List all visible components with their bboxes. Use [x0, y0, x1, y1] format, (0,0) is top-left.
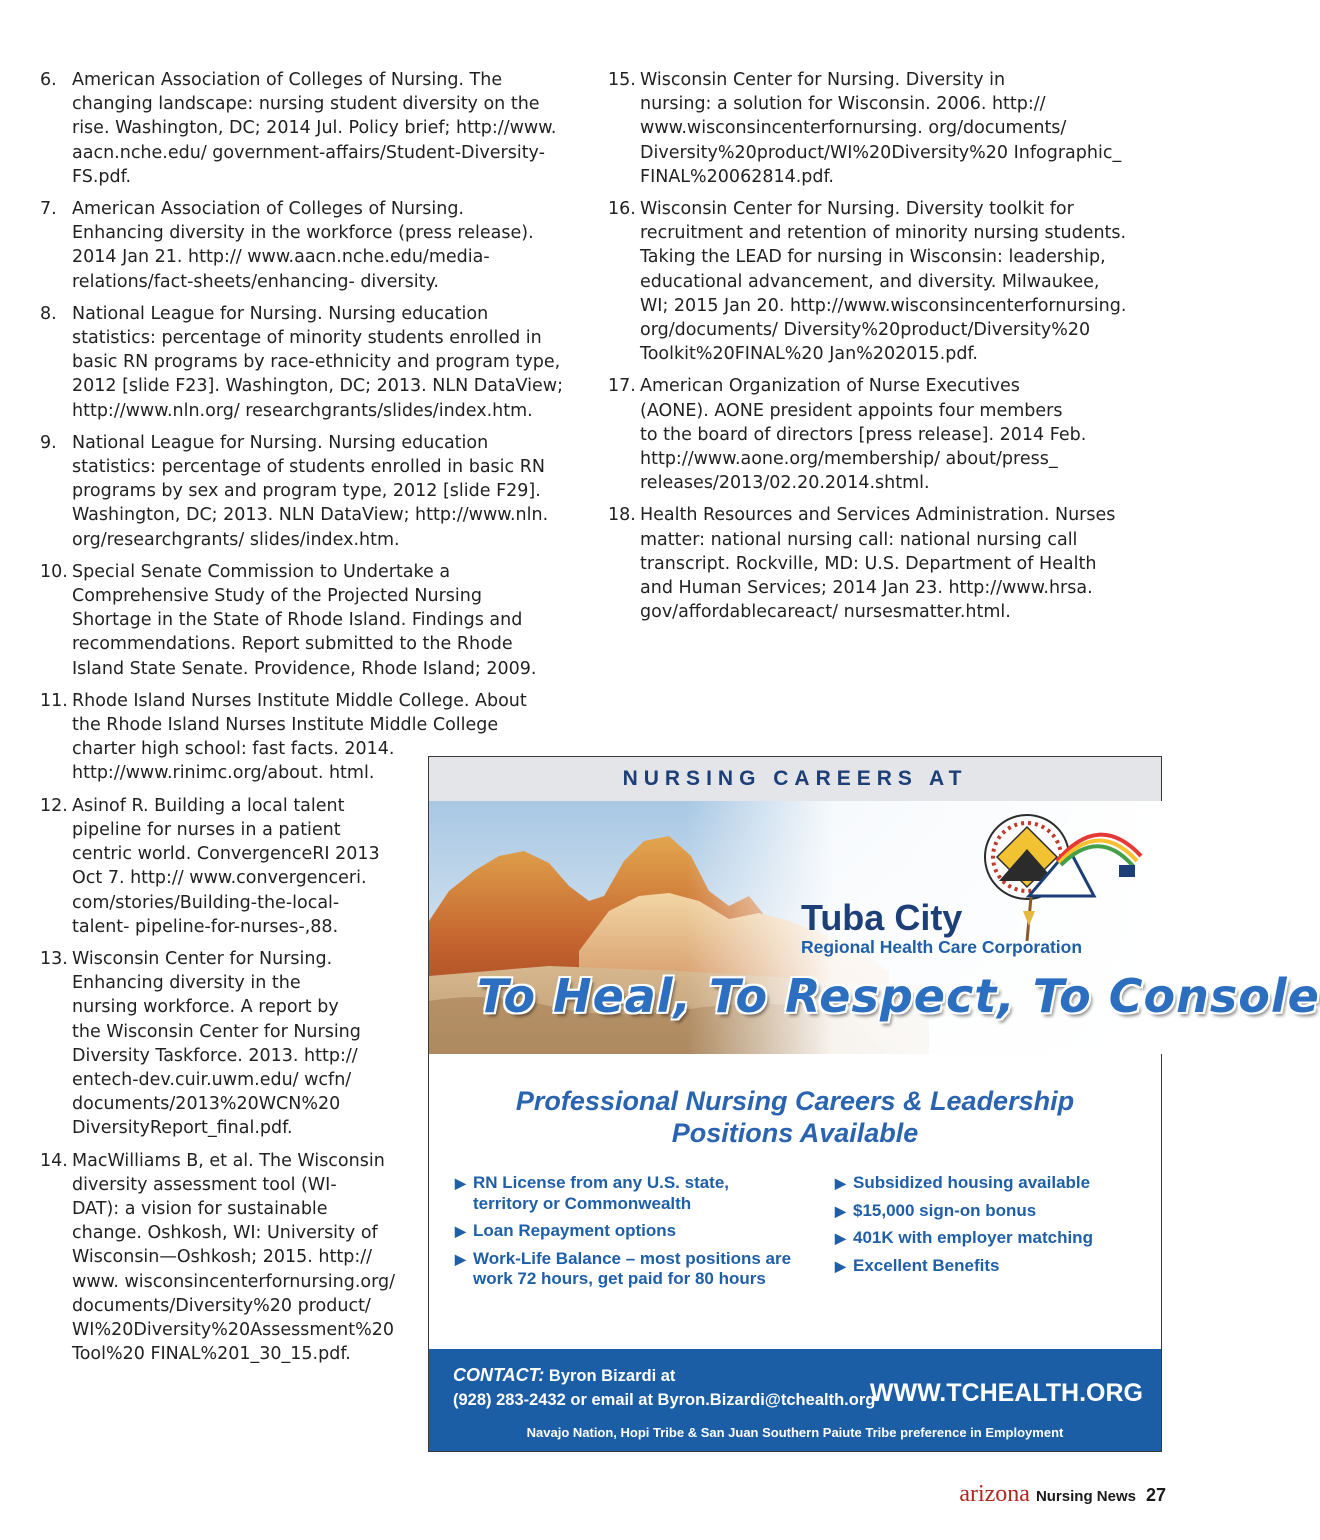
benefit-item — [455, 1249, 835, 1290]
reference-item — [40, 431, 600, 552]
ad-tagline: To Heal, To Respect, To Console — [477, 969, 1320, 1023]
publication-name: arizona — [959, 1481, 1030, 1507]
reference-number: 7. — [40, 199, 57, 220]
reference-number: 15. — [608, 70, 636, 90]
contact-label: CONTACT: — [453, 1365, 545, 1385]
bullet-arrow-icon: ▶ — [455, 1223, 466, 1239]
bullet-arrow-icon: ▶ — [835, 1175, 846, 1191]
reference-text: MacWilliams B, et al. The Wisconsin diversity assessment tool (WI- DAT): a vision for sustainable change. Oshkosh, WI: University of Wisconsin—Oshkosh; 2015. http:// www. wisconsincenterfornursing.org/ documents/Diversity%20 product/ WI%20Diversity%20Assessment%20 Tool%20 FINAL%201_30_15.pdf. — [72, 1150, 396, 1365]
benefit-item — [835, 1173, 1155, 1194]
contact-info — [453, 1363, 875, 1412]
reference-number: 17. — [608, 376, 636, 397]
org-subtitle: Regional Health Care Corporation — [801, 937, 1083, 957]
reference-number: 18. — [608, 505, 636, 526]
reference-number: 13. — [40, 948, 68, 969]
ad-headline — [429, 1085, 1161, 1149]
benefit-item — [455, 1221, 835, 1242]
reference-text: National League for Nursing. Nursing education statistics: percentage of students enrolled in basic RN programs by sex and program type, 2012 [slide F29]. Washington, DC; 2013. NLN DataView; http://www.nln. org/researchgrants/ slides/index.htm. — [72, 432, 549, 550]
reference-text: Health Resources and Services Administration. Nurses matter: national nursing call: national nursing call transcript. Rockville, MD: U.S. Department of Health and Human Services; 2014 Jan 23. http://www.hrsa. gov/affordablecareact/ nursesmatter.html. — [640, 505, 1116, 623]
employment-preference: Navajo Nation, Hopi Tribe & San Juan Southern Paiute Tribe preference in Employment — [526, 1425, 1064, 1440]
benefits-list-right — [835, 1173, 1155, 1283]
references-right-column — [608, 68, 1168, 632]
ad-header-bar — [429, 757, 1161, 801]
reference-number: 6. — [40, 70, 57, 90]
benefit-text: 401K with employer matching — [853, 1228, 1093, 1247]
reference-number: 16. — [608, 199, 636, 220]
ad-header: NURSING CAREERS AT — [622, 767, 968, 790]
reference-item — [40, 302, 600, 423]
reference-text: Wisconsin Center for Nursing. Diversity toolkit for recruitment and retention of minority nursing students. Taking the LEAD for nursing in Wisconsin: leadership, educational advancement, and diversity. Milwaukee, WI; 2015 Jan 20. http://www.wisconsincenterfornursing. org/documents/ Diversity%20product/Diversity%20 Toolkit%20FINAL%20 Jan%202015.pdf. — [640, 199, 1127, 365]
ad-photo-banner — [429, 801, 1320, 1054]
contact-phone-email[interactable]: (928) 283-2432 or email at Byron.Bizardi@tchealth.org — [453, 1391, 876, 1409]
bullet-arrow-icon: ▶ — [455, 1250, 466, 1267]
tuba-city-advertisement — [428, 756, 1320, 1452]
bullet-arrow-icon: ▶ — [835, 1230, 846, 1246]
reference-text: Special Senate Commission to Undertake a Comprehensive Study of the Projected Nursing Shortage in the State of Rhode Island. Findings and recommendations. Report submitted to the Rhode Island State Senate. Providence, Rhode Island; 2009. — [72, 561, 537, 679]
reference-item — [40, 197, 600, 294]
benefit-text: RN License from any U.S. state, territory or Commonwealth — [473, 1173, 730, 1213]
bullet-arrow-icon: ▶ — [455, 1175, 466, 1191]
reference-text: Rhode Island Nurses Institute Middle College. About the Rhode Island Nurses Institute Middle College charter high school: fast facts. 2014. http://www.rinimc.org/about. html. — [72, 690, 527, 784]
benefit-item — [835, 1228, 1155, 1249]
bullet-arrow-icon: ▶ — [835, 1257, 846, 1274]
reference-text: American Association of Colleges of Nursing. Enhancing diversity in the workforce (press release). 2014 Jan 21. http:// www.aacn.nche.edu/media- relations/fact-sheets/enhancing- diversity. — [72, 199, 534, 292]
benefit-item — [835, 1256, 1155, 1277]
ad-headline-line-1: Professional Nursing Careers & Leadership — [515, 1086, 1075, 1116]
ad-headline-line-2: Positions Available — [671, 1118, 919, 1148]
benefit-text: Work-Life Balance – most positions are work 72 hours, get paid for 80 hours — [473, 1248, 792, 1288]
ad-contact-bar — [429, 1349, 1161, 1451]
benefits-list-left — [455, 1173, 835, 1297]
reference-number: 11. — [40, 690, 68, 711]
reference-number: 9. — [40, 432, 57, 453]
reference-text: American Association of Colleges of Nursing. The changing landscape: nursing student diversity on the rise. Washington, DC; 2014 Jul. Policy brief; http://www. aacn.nche.edu/ government-affairs/Student-Diversity- FS.pdf. — [72, 70, 557, 187]
reference-item — [608, 197, 1168, 366]
benefit-item — [455, 1173, 835, 1214]
reference-text: Wisconsin Center for Nursing. Enhancing diversity in the nursing workforce. A report by the Wisconsin Center for Nursing Diversity Taskforce. 2013. http:// entech-dev.cuir.uwm.edu/ wcfn/ documents/2013%20WCN%20 DiversityReport_final.pdf. — [72, 948, 361, 1139]
benefit-text: Subsidized housing available — [853, 1173, 1091, 1192]
reference-item — [608, 68, 1168, 189]
bullet-arrow-icon: ▶ — [835, 1202, 846, 1219]
page-number: 27 — [1145, 1485, 1166, 1505]
benefit-text: Excellent Benefits — [853, 1255, 1000, 1275]
website-link[interactable]: WWW.TCHEALTH.ORG — [869, 1379, 1143, 1407]
reference-item — [608, 374, 1168, 495]
reference-number: 12. — [40, 795, 68, 816]
reference-text: Wisconsin Center for Nursing. Diversity in nursing: a solution for Wisconsin. 2006. http:// www.wisconsincenterfornursing. org/documents/ Diversity%20product/WI%20Diversity%20 Infographic_ FINAL%20062814.pdf. — [640, 70, 1122, 187]
benefit-text: $15,000 sign-on bonus — [853, 1200, 1037, 1220]
page-footer — [959, 1481, 1166, 1508]
reference-text: American Organization of Nurse Executives (AONE). AONE president appoints four members to the board of directors [press release]. 2014 Feb. http://www.aone.org/membership/ about/press_ releases/2013/02.20.2014.shtml. — [640, 376, 1087, 494]
reference-number: 8. — [40, 303, 57, 324]
org-name: Tuba City — [801, 897, 963, 938]
contact-name: Byron Bizardi at — [544, 1367, 676, 1385]
benefit-item — [835, 1201, 1155, 1222]
reference-text: National League for Nursing. Nursing education statistics: percentage of minority students enrolled in basic RN programs by race-ethnicity and program type, 2012 [slide F23]. Washington, DC; 2013. NLN DataView; http://www.nln.org/ researchgrants/slides/index.htm. — [72, 303, 563, 421]
reference-list-right — [608, 68, 1168, 624]
reference-item — [608, 503, 1168, 624]
reference-number: 10. — [40, 561, 68, 582]
reference-item — [40, 68, 600, 189]
reference-item — [40, 560, 600, 681]
reference-text: Asinof R. Building a local talent pipeline for nurses in a patient centric world. ConvergenceRI 2013 Oct 7. http:// www.convergenceri. com/stories/Building-the-local- talent- pipeline-for-nurses-,88. — [72, 795, 380, 937]
benefit-text: Loan Repayment options — [473, 1221, 677, 1240]
publication-subtitle: Nursing News — [1035, 1488, 1136, 1505]
reference-number: 14. — [40, 1150, 68, 1171]
